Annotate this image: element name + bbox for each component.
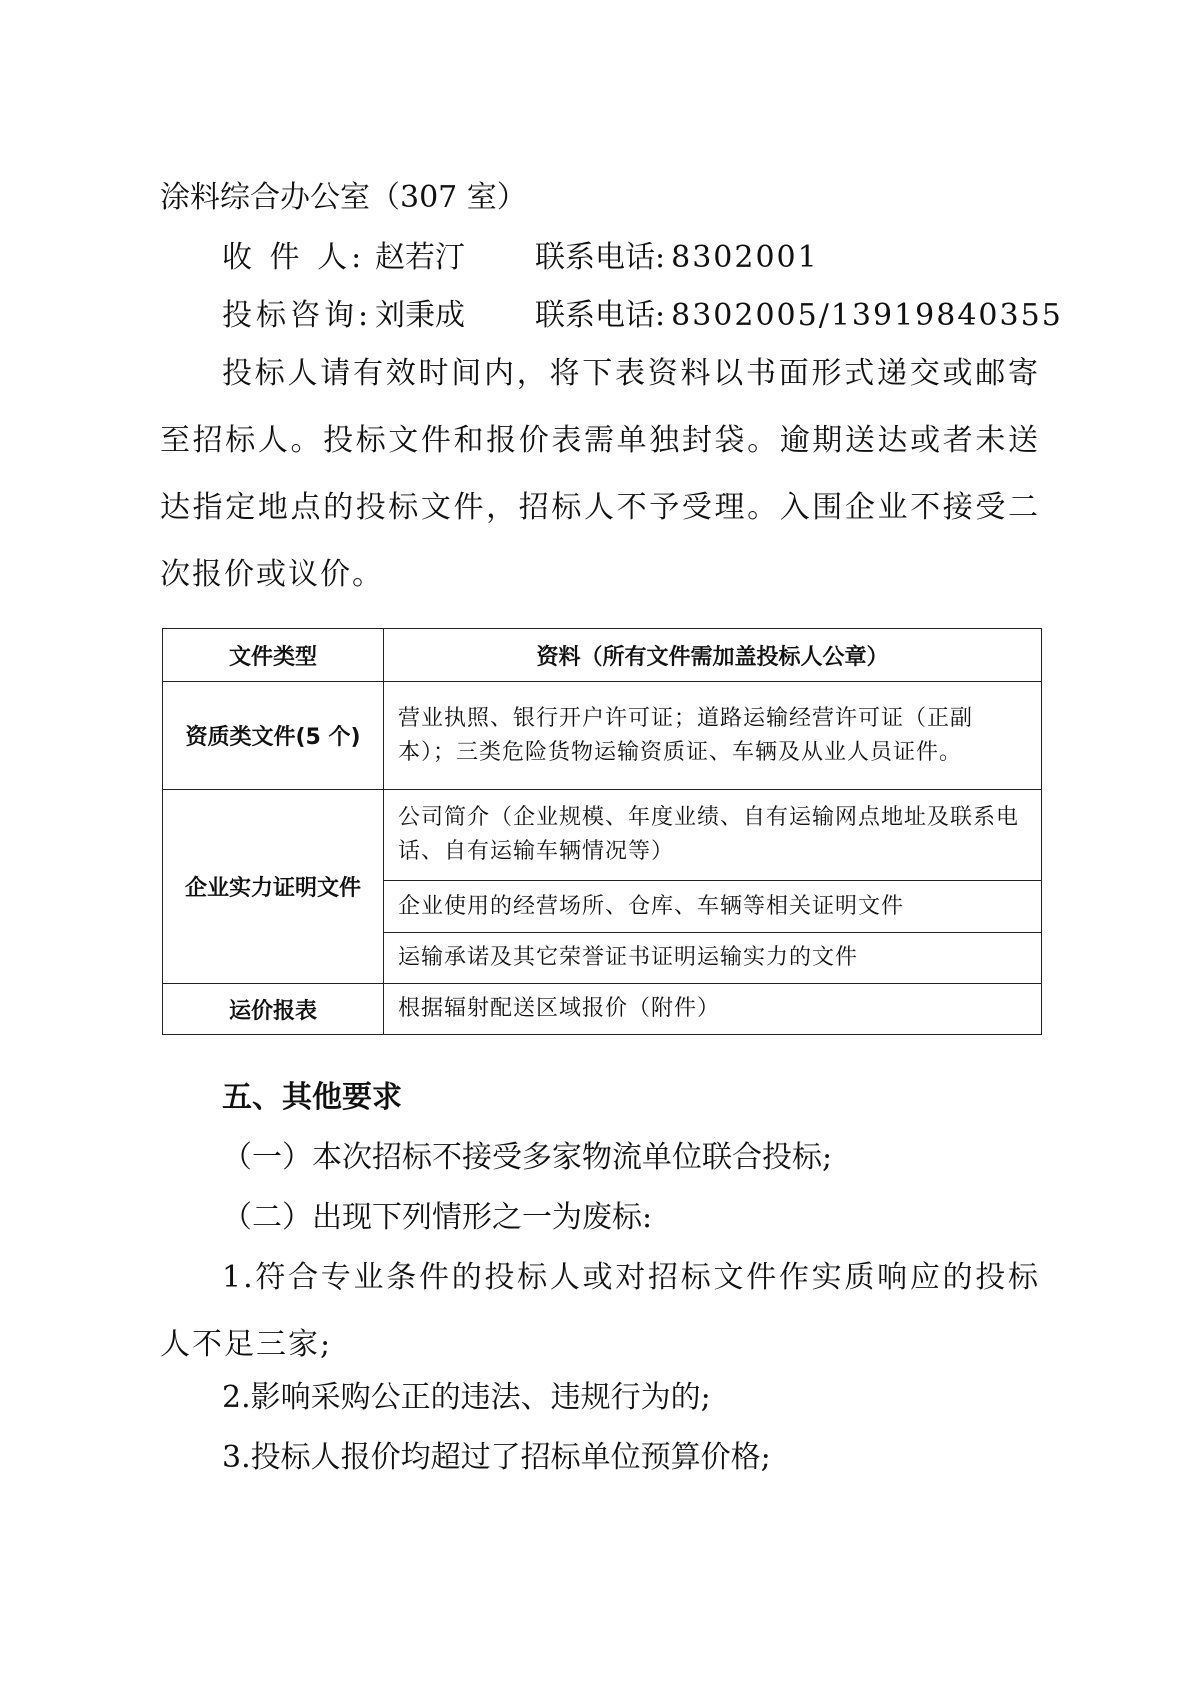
recipient-name: 赵若汀 xyxy=(375,240,465,275)
row-type: 企业实力证明文件 xyxy=(163,790,384,984)
inquiry-phone: 8302005/13919840355 xyxy=(671,298,1063,333)
requirement-item-2: （二）出现下列情形之一为废标: xyxy=(222,1200,653,1235)
invalid-condition-3: 3.投标人报价均超过了招标单位预算价格; xyxy=(222,1440,771,1475)
recipient-phone: 8302001 xyxy=(671,240,819,275)
table-row xyxy=(163,682,1042,790)
section-title: 五、其他要求 xyxy=(222,1080,402,1115)
inquiry-name: 刘秉成 xyxy=(375,298,465,333)
row-type: 运价报表 xyxy=(163,984,384,1035)
inquiry-row xyxy=(222,296,1063,336)
row-material: 根据辐射配送区域报价（附件） xyxy=(384,984,1042,1035)
table-row xyxy=(163,984,1042,1035)
table-row xyxy=(163,790,1042,881)
header-file-type: 文件类型 xyxy=(163,629,384,682)
invalid-condition-1: 1.符合专业条件的投标人或对招标文件作实质响应的投标人不足三家; xyxy=(160,1260,1040,1362)
recipient-label: 收 件 人: xyxy=(222,240,366,275)
invalid-condition-2: 2.影响采购公正的违法、违规行为的; xyxy=(222,1380,711,1415)
inquiry-label: 投标咨询: xyxy=(222,298,373,333)
row-material: 运输承诺及其它荣誉证书证明运输实力的文件 xyxy=(384,933,1042,984)
requirements-table xyxy=(162,628,1042,1035)
inquiry-phone-label: 联系电话: xyxy=(535,298,666,333)
location-line: 涂料综合办公室（307 室） xyxy=(160,180,527,215)
recipient-row xyxy=(222,238,819,278)
row-material: 企业使用的经营场所、仓库、车辆等相关证明文件 xyxy=(384,881,1042,933)
instructions-paragraph: 投标人请有效时间内，将下表资料以书面形式递交或邮寄至招标人。投标文件和报价表需单独封袋。逾期送达或者未送达指定地点的投标文件，招标人不予受理。入围企业不接受二次报价或议价。 xyxy=(160,356,1040,592)
row-material: 营业执照、银行开户许可证；道路运输经营许可证（正副本）；三类危险货物运输资质证、车辆及从业人员证件。 xyxy=(384,682,1042,790)
requirement-item-1: （一）本次招标不接受多家物流单位联合投标; xyxy=(222,1140,833,1175)
header-materials: 资料（所有文件需加盖投标人公章） xyxy=(384,629,1042,682)
recipient-phone-label: 联系电话: xyxy=(535,240,666,275)
row-type: 资质类文件(5 个) xyxy=(163,682,384,790)
row-material: 公司简介（企业规模、年度业绩、自有运输网点地址及联系电话、自有运输车辆情况等） xyxy=(384,790,1042,881)
table-header-row xyxy=(163,629,1042,682)
